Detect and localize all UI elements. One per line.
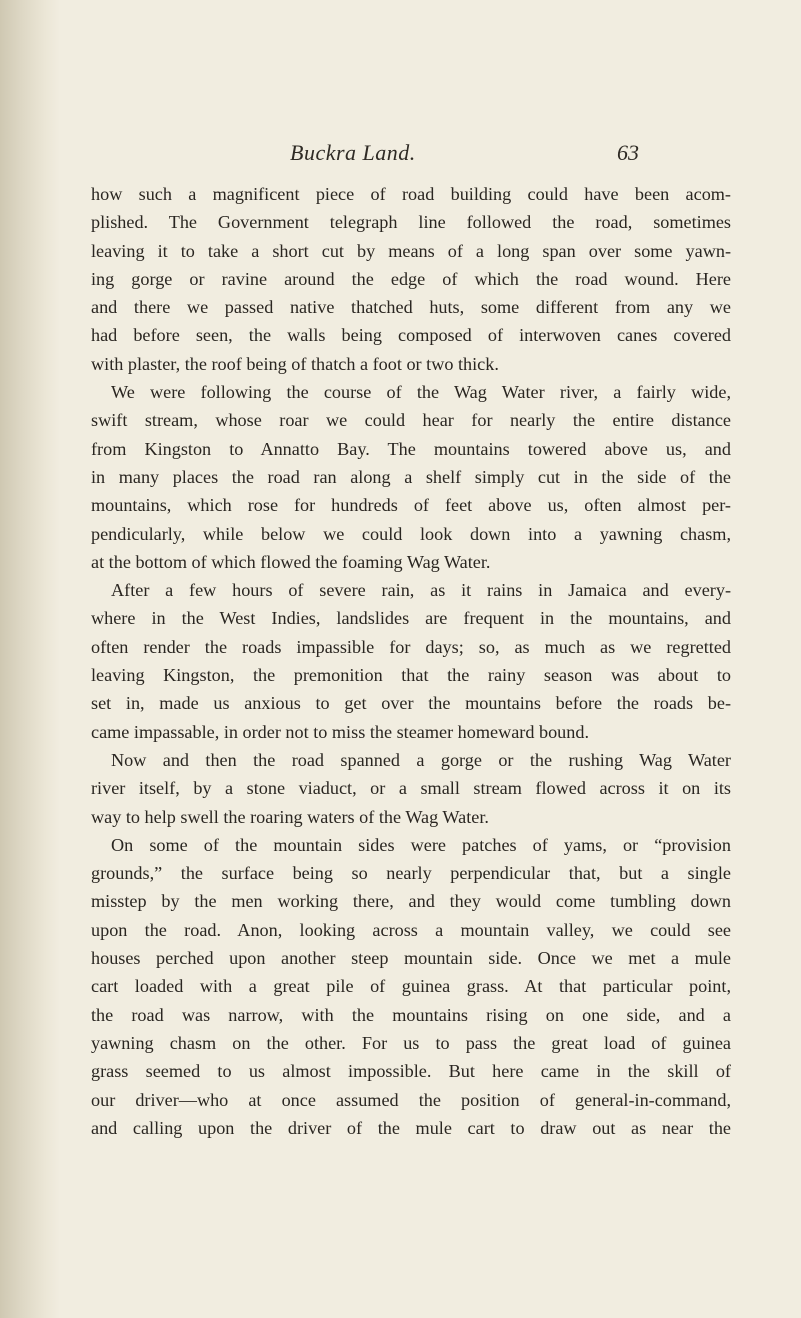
text-line: and there we passed native thatched huts, some different from any we: [91, 297, 731, 318]
text-line: houses perched upon another steep mountain side. Once we met a mule: [91, 948, 731, 969]
text-line: ing gorge or ravine around the edge of which the road wound. Here: [91, 268, 731, 289]
text-line: way to help swell the roaring waters of the Wag Water.: [91, 806, 489, 827]
text-line: in many places the road ran along a shelf simply cut in the side of the: [91, 466, 731, 487]
text-line: came impassable, in order not to miss the steamer homeward bound.: [91, 721, 590, 742]
text-line: leaving it to take a short cut by means of a long span over some yawn-: [91, 240, 731, 261]
text-line: After a few hours of severe rain, as it rains in Jamaica and every-: [111, 580, 731, 601]
text-line: where in the West Indies, landslides are frequent in the mountains, and: [91, 608, 731, 629]
text-line: mountains, which rose for hundreds of feet above us, often almost per-: [91, 495, 731, 516]
body-text: [91, 180, 731, 1142]
text-line: On some of the mountain sides were patches of yams, or “provision: [111, 834, 731, 855]
text-line: grass seemed to us almost impossible. But here came in the skill of: [91, 1061, 731, 1082]
page-number: 63: [617, 140, 639, 165]
text-line: pendicularly, while below we could look down into a yawning chasm,: [91, 523, 731, 544]
text-line: often render the roads impassible for days; so, as much as we regretted: [91, 636, 731, 657]
text-line: swift stream, whose roar we could hear for nearly the entire distance: [91, 410, 731, 431]
running-title: Buckra Land.: [290, 140, 416, 165]
text-line: with plaster, the roof being of thatch a foot or two thick.: [91, 353, 499, 374]
text-line: We were following the course of the Wag Water river, a fairly wide,: [111, 382, 731, 403]
text-line: yawning chasm on the other. For us to pass the great load of guinea: [91, 1032, 731, 1053]
text-line: at the bottom of which flowed the foaming Wag Water.: [91, 551, 491, 572]
text-line: river itself, by a stone viaduct, or a small stream flowed across it on its: [91, 778, 731, 799]
text-line: misstep by the men working there, and they would come tumbling down: [91, 891, 731, 912]
text-line: our driver—who at once assumed the position of general-in-command,: [91, 1089, 731, 1110]
text-line: leaving Kingston, the premonition that the rainy season was about to: [91, 665, 731, 686]
text-line: grounds,” the surface being so nearly perpendicular that, but a single: [91, 863, 731, 884]
text-line: Now and then the road spanned a gorge or the rushing Wag Water: [111, 749, 731, 770]
text-line: upon the road. Anon, looking across a mountain valley, we could see: [91, 919, 731, 940]
text-line: set in, made us anxious to get over the mountains before the roads be-: [91, 693, 731, 714]
text-line: how such a magnificent piece of road building could have been acom-: [91, 184, 731, 204]
text-line: from Kingston to Annatto Bay. The mountains towered above us, and: [91, 438, 731, 459]
text-line: plished. The Government telegraph line followed the road, sometimes: [91, 212, 731, 233]
text-line: the road was narrow, with the mountains rising on one side, and a: [91, 1004, 731, 1025]
text-line: cart loaded with a great pile of guinea grass. At that particular point,: [91, 976, 731, 997]
text-line: and calling upon the driver of the mule cart to draw out as near the: [91, 1117, 731, 1138]
text-line: had before seen, the walls being composed of interwoven canes covered: [91, 325, 731, 346]
